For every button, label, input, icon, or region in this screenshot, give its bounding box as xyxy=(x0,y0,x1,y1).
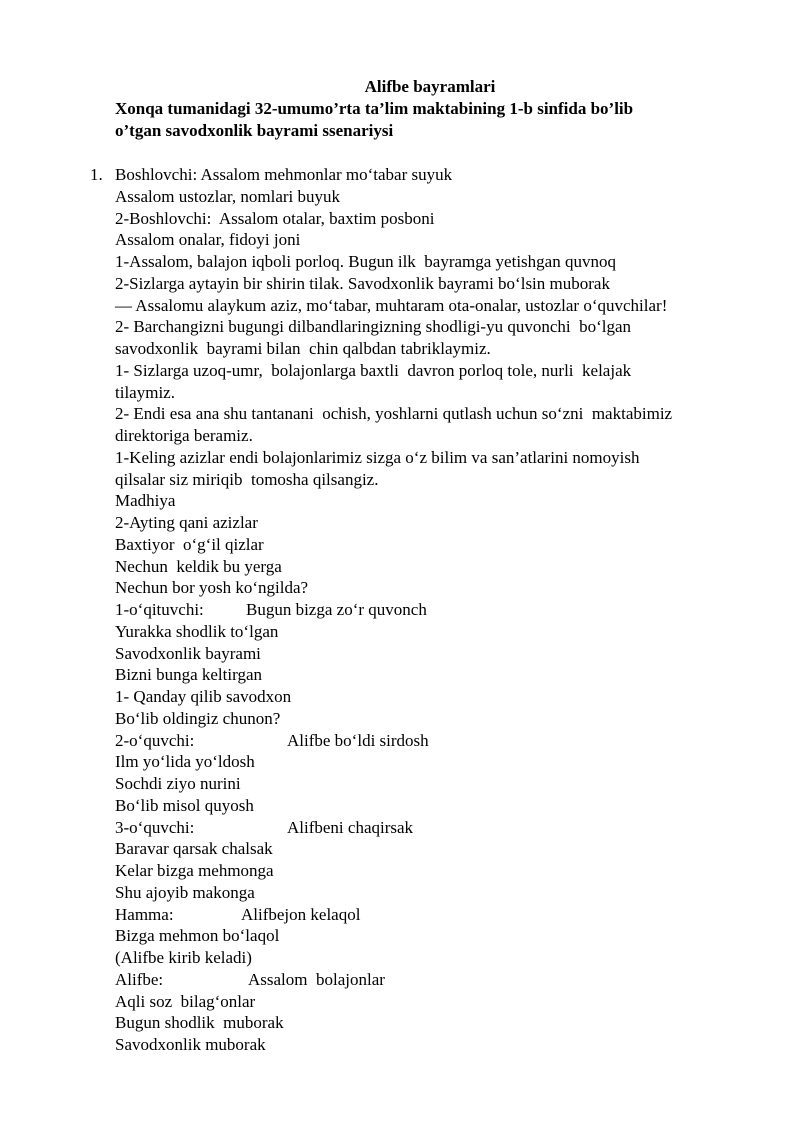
script-line: Nechun keldik bu yerga xyxy=(115,556,282,576)
dialogue-line xyxy=(115,817,755,839)
script-line: 2- Barchangizni bugungi dilbandlaringizning shodligi-yu quvonchi bo‘lgan xyxy=(115,317,632,337)
verse-line: Yurakka shodlik to‘lgan xyxy=(115,621,279,641)
document-subtitle xyxy=(115,98,735,142)
verse-line: Bizni bunga keltirgan xyxy=(115,665,262,685)
script-line: 2-Boshlovchi: Assalom otalar, baxtim posboni xyxy=(115,208,435,228)
verse-line: Savodxonlik bayrami xyxy=(115,643,261,663)
speaker-text: Alifbe bo‘ldi sirdosh xyxy=(287,730,429,750)
script-line: qilsalar siz miriqib tomosha qilsangiz. xyxy=(115,469,379,489)
script-line: direktoriga beramiz. xyxy=(115,426,253,445)
verse-line: Shu ajoyib makonga xyxy=(115,882,255,902)
script-line: Nechun bor yosh ko‘ngilda? xyxy=(115,578,309,598)
document-title: Alifbe bayramlari xyxy=(364,77,496,96)
speaker-text: Alifbejon kelaqol xyxy=(241,904,361,924)
verse-line: Bo‘lib misol quyosh xyxy=(115,795,254,815)
speaker-label: 2-o‘quvchi: xyxy=(115,730,195,750)
script-line: 1-Assalom, balajon iqboli porloq. Bugun ilk bayramga yetishgan quvnoq xyxy=(115,252,616,271)
speaker-text: Bugun bizga zo‘r quvonch xyxy=(246,600,427,619)
dialogue-line xyxy=(115,730,755,752)
subtitle-line: o’tgan savodxonlik bayrami ssenariysi xyxy=(115,121,394,140)
speaker-label: Hamma: xyxy=(115,904,174,924)
script-line: tilaymiz. xyxy=(115,382,175,402)
script-line: Boshlovchi: Assalom mehmonlar mo‘tabar suyuk xyxy=(115,165,453,184)
script-body xyxy=(115,164,755,1056)
script-line: — Assalomu alaykum aziz, mo‘tabar, muhtaram ota-onalar, ustozlar o‘quvchilar! xyxy=(115,295,668,315)
verse-line: Aqli soz bilag‘onlar xyxy=(115,991,256,1011)
verse-line: Bizga mehmon bo‘laqol xyxy=(115,926,280,946)
script-line: savodxonlik bayrami bilan chin qalbdan tabriklaymiz. xyxy=(115,339,491,358)
verse-line: Kelar bizga mehmonga xyxy=(115,861,274,880)
dialogue-line xyxy=(115,599,755,621)
speaker-text: Alifbeni chaqirsak xyxy=(287,817,414,837)
script-line: Madhiya xyxy=(115,491,176,511)
speaker-label: Alifbe: xyxy=(115,969,164,989)
dialogue-line xyxy=(115,904,755,926)
subtitle-line: Xonqa tumanidagi 32-umumo’rta ta’lim maktabining 1-b sinfida bo’lib xyxy=(115,99,634,118)
script-line: Baxtiyor o‘g‘il qizlar xyxy=(115,534,264,554)
speaker-label: 3-o‘quvchi: xyxy=(115,817,195,837)
speaker-text: Assalom bolajonlar xyxy=(248,969,385,989)
script-line: Assalom ustozlar, nomlari buyuk xyxy=(115,186,341,206)
verse-line: Ilm yo‘lida yo‘ldosh xyxy=(115,752,255,772)
script-line: 2-Ayting qani azizlar xyxy=(115,513,258,532)
script-line: 1-Keling azizlar endi bolajonlarimiz sizga o‘z bilim va san’atlarini nomoyish xyxy=(115,447,640,467)
verse-line: Sochdi ziyo nurini xyxy=(115,774,241,793)
speaker-label: 1-o‘qituvchi: xyxy=(115,600,204,619)
script-line: 2-Sizlarga aytayin bir shirin tilak. Savodxonlik bayrami bo‘lsin muborak xyxy=(115,273,610,293)
verse-line: Savodxonlik muborak xyxy=(115,1035,266,1054)
verse-line: (Alifbe kirib keladi) xyxy=(115,948,252,967)
list-number: 1. xyxy=(90,165,103,184)
script-line: 2- Endi esa ana shu tantanani ochish, yoshlarni qutlash uchun so‘zni maktabimiz xyxy=(115,404,673,424)
script-line: Assalom onalar, fidoyi joni xyxy=(115,230,301,250)
dialogue-line xyxy=(115,969,755,991)
verse-line: Baravar qarsak chalsak xyxy=(115,839,273,859)
verse-line: Bo‘lib oldingiz chunon? xyxy=(115,708,281,728)
verse-line: 1- Qanday qilib savodxon xyxy=(115,687,292,706)
script-line: 1- Sizlarga uzoq-umr, bolajonlarga baxtli davron porloq tole, nurli kelajak xyxy=(115,360,632,380)
verse-line: Bugun shodlik muborak xyxy=(115,1013,284,1033)
